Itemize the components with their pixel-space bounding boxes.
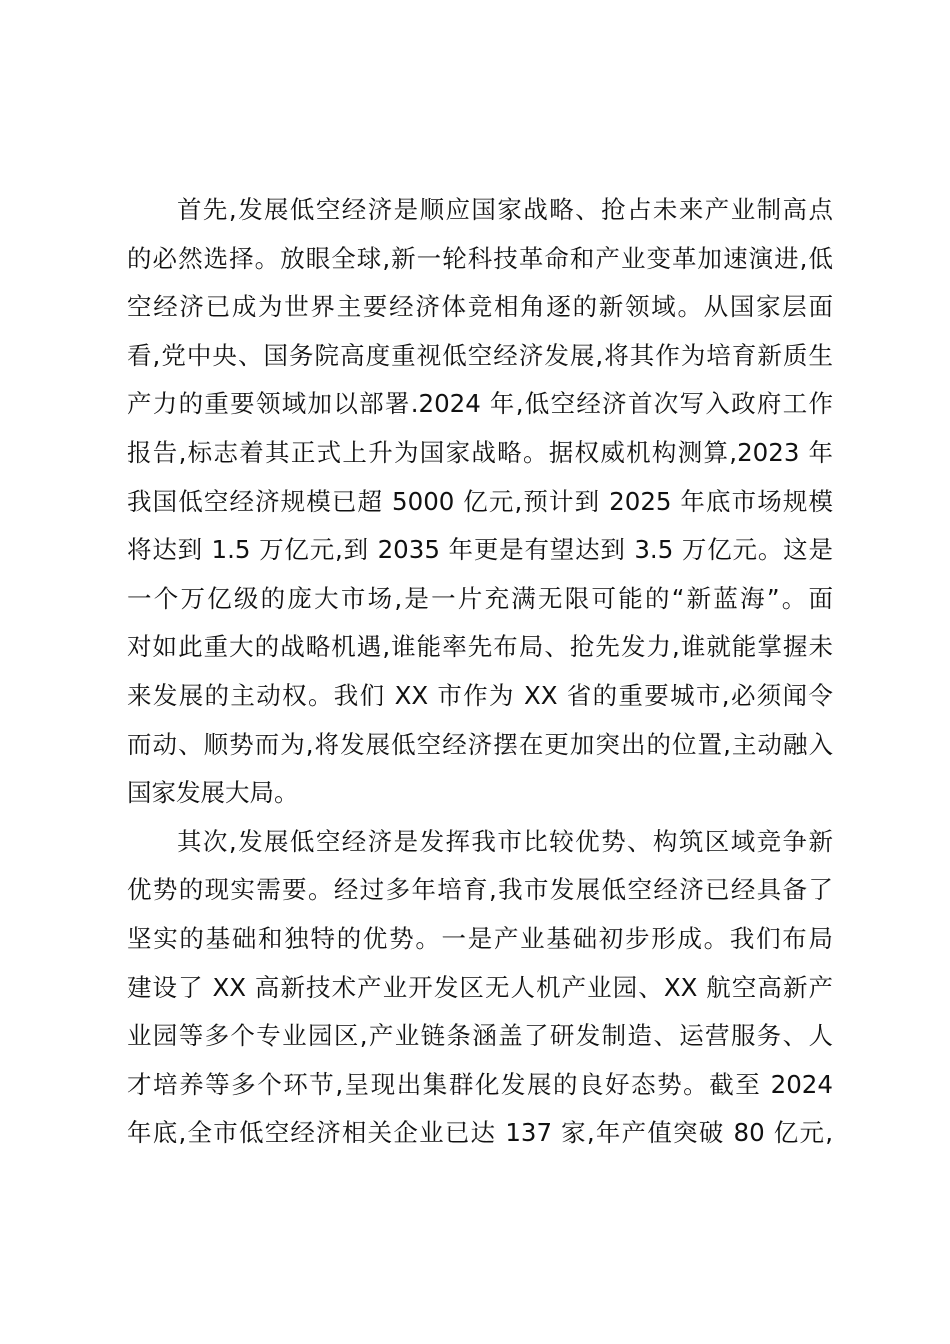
paragraph-line: 来发展的主动权。我们 XX 市作为 XX 省的重要城市,必须闻令 bbox=[127, 680, 833, 710]
paragraph-line: 才培养等多个环节,呈现出集群化发展的良好态势。截至 2024 bbox=[127, 1069, 833, 1099]
paragraph-line: 我国低空经济规模已超 5000 亿元,预计到 2025 年底市场规模 bbox=[127, 486, 833, 516]
paragraph-line: 其次,发展低空经济是发挥我市比较优势、构筑区域竞争新 bbox=[177, 826, 833, 856]
paragraph-line: 建设了 XX 高新技术产业开发区无人机产业园、XX 航空高新产 bbox=[127, 972, 833, 1002]
paragraph-line: 报告,标志着其正式上升为国家战略。据权威机构测算,2023 年 bbox=[127, 437, 833, 467]
paragraph-line: 将达到 1.5 万亿元,到 2035 年更是有望达到 3.5 万亿元。这是 bbox=[127, 535, 833, 565]
paragraph-line: 首先,发展低空经济是顺应国家战略、抢占未来产业制高点 bbox=[177, 195, 833, 224]
paragraph-line: 国家发展大局。 bbox=[127, 778, 299, 808]
document-body bbox=[127, 186, 833, 1158]
paragraph-line: 看,党中央、国务院高度重视低空经济发展,将其作为培育新质生 bbox=[127, 340, 833, 370]
paragraph-advantage bbox=[127, 818, 833, 1158]
paragraph-line: 年底,全市低空经济相关企业已达 137 家,年产值突破 80 亿元, bbox=[127, 1118, 833, 1148]
paragraph-line: 而动、顺势而为,将发展低空经济摆在更加突出的位置,主动融入 bbox=[127, 729, 833, 759]
paragraph-line: 产力的重要领域加以部署.2024 年,低空经济首次写入政府工作 bbox=[127, 389, 833, 419]
paragraph-line: 对如此重大的战略机遇,谁能率先布局、抢先发力,谁就能掌握未 bbox=[127, 632, 833, 662]
paragraph-line: 坚实的基础和独特的优势。一是产业基础初步形成。我们布局 bbox=[127, 923, 833, 953]
paragraph-line: 业园等多个专业园区,产业链条涵盖了研发制造、运营服务、人 bbox=[127, 1021, 833, 1051]
paragraph-strategy bbox=[127, 186, 833, 818]
paragraph-line: 的必然选择。放眼全球,新一轮科技革命和产业变革加速演进,低 bbox=[127, 243, 833, 273]
paragraph-line: 一个万亿级的庞大市场,是一片充满无限可能的“新蓝海”。面 bbox=[127, 583, 833, 613]
paragraph-line: 优势的现实需要。经过多年培育,我市发展低空经济已经具备了 bbox=[127, 875, 833, 905]
paragraph-line: 空经济已成为世界主要经济体竞相角逐的新领域。从国家层面 bbox=[127, 292, 833, 322]
